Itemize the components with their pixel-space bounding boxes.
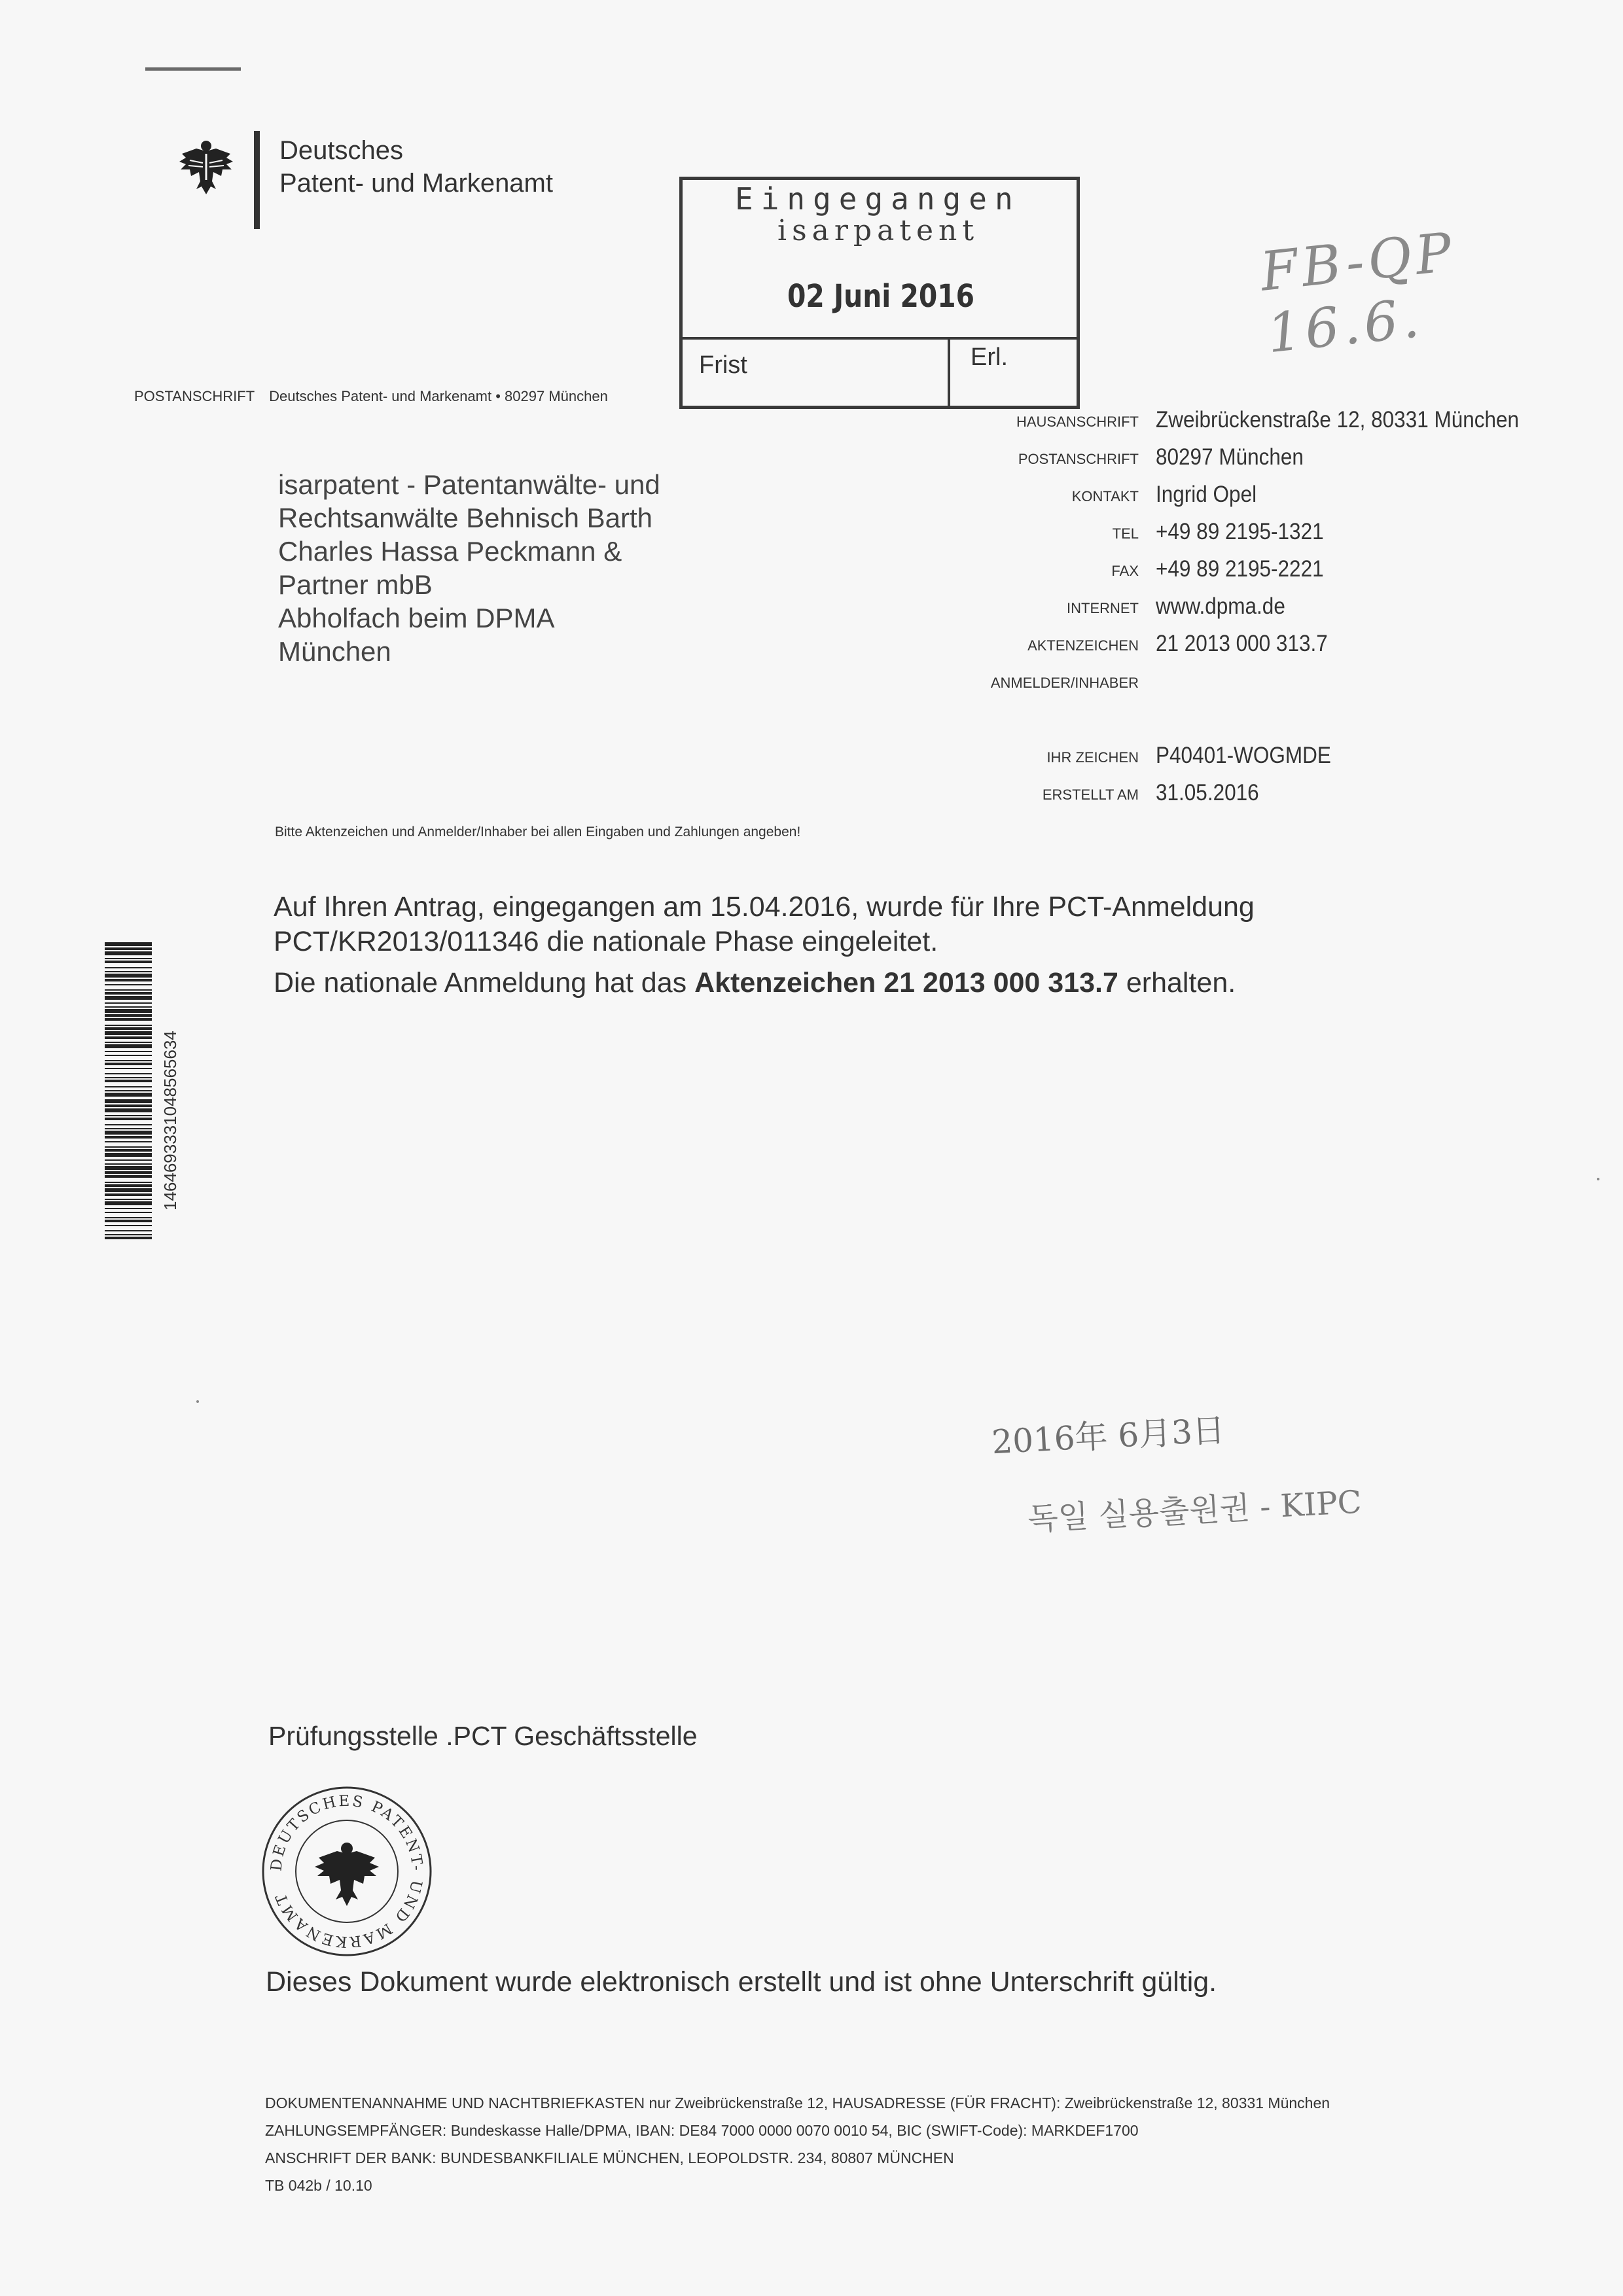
barcode-bar	[105, 1014, 152, 1017]
barcode-bar	[105, 1077, 152, 1078]
barcode-bar	[105, 971, 152, 972]
letter-body	[274, 890, 1255, 1000]
authority-name	[279, 134, 553, 200]
barcode-bar	[105, 1184, 152, 1187]
barcode-bar	[105, 1006, 152, 1008]
recipient-line: München	[278, 636, 391, 667]
info-value: P40401-WOGMDE	[1156, 743, 1331, 768]
barcode-bar	[105, 996, 152, 1000]
barcode	[105, 942, 152, 1243]
svg-text:DEUTSCHES PATENT- UND MARKENAM: DEUTSCHES PATENT- UND MARKENAMT	[268, 1792, 426, 1951]
recipient-line: Partner mbB	[278, 569, 433, 600]
barcode-bar	[105, 1217, 152, 1218]
body-line-2: PCT/KR2013/011346 die nationale Phase eingeleitet.	[274, 926, 938, 957]
handwritten-reference: FB-QP 16.6.	[1257, 221, 1459, 366]
scan-dot	[1597, 1178, 1599, 1180]
footer-line: TB 042b / 10.10	[265, 2177, 372, 2194]
barcode-bar	[105, 1073, 152, 1074]
recipient-address	[278, 468, 660, 668]
stamp-firm: isarpatent	[777, 214, 980, 247]
info-value: +49 89 2195-2221	[1156, 556, 1324, 582]
federal-eagle-icon	[177, 134, 236, 200]
handwritten-korean-note: 독일 실용출원권 - KIPC	[1027, 1483, 1363, 1538]
reference-hint: Bitte Aktenzeichen und Anmelder/Inhaber bei allen Eingaben und Zahlungen angeben!	[275, 824, 801, 839]
barcode-bar	[105, 961, 152, 963]
barcode-bar	[105, 1163, 152, 1165]
info-label: INTERNET	[1067, 600, 1139, 616]
barcode-bar	[105, 967, 152, 968]
barcode-bar	[105, 1080, 152, 1082]
barcode-bar	[105, 1220, 152, 1222]
barcode-bar	[105, 1166, 152, 1170]
scan-mark	[145, 67, 241, 71]
barcode-bar	[105, 1193, 152, 1196]
barcode-bar	[105, 1055, 152, 1056]
stamp-date: 02 Juni 2016	[787, 278, 974, 315]
return-address-text: Deutsches Patent- und Markenamt • 80297 München	[269, 388, 608, 404]
barcode-bar	[105, 1208, 152, 1209]
info-value: 21 2013 000 313.7	[1156, 631, 1328, 656]
info-label: ERSTELLT AM	[1042, 786, 1139, 803]
authority-line1: Deutsches	[279, 136, 403, 165]
barcode-bar	[105, 1018, 152, 1021]
barcode-bar	[105, 1141, 152, 1142]
barcode-bar	[105, 1153, 152, 1157]
barcode-bar	[105, 1031, 152, 1035]
barcode-bar	[105, 1025, 152, 1026]
body-line-1: Auf Ihren Antrag, eingegangen am 15.04.2016, wurde für Ihre PCT-Anmeldung	[274, 891, 1255, 923]
body-line-3	[274, 966, 1255, 1000]
barcode-bar	[105, 979, 152, 981]
barcode-bar	[105, 1182, 152, 1183]
authority-line2: Patent- und Markenamt	[279, 169, 553, 198]
barcode-bar	[105, 1118, 152, 1120]
info-label: KONTAKT	[1071, 488, 1139, 504]
info-label: POSTANSCHRIFT	[1018, 451, 1139, 467]
barcode-bar	[105, 1234, 152, 1235]
barcode-bar	[105, 1146, 152, 1148]
stamp-vertical-divider	[948, 337, 950, 406]
department: Prüfungsstelle .PCT Geschäftsstelle	[268, 1721, 698, 1751]
info-value: 80297 München	[1156, 444, 1304, 470]
info-value: +49 89 2195-1321	[1156, 519, 1324, 544]
barcode-bar	[105, 1068, 152, 1069]
barcode-bar	[105, 1036, 152, 1039]
barcode-bar	[105, 1009, 152, 1013]
barcode-bar	[105, 1044, 152, 1048]
barcode-bar	[105, 1115, 152, 1116]
barcode-bar	[105, 1131, 152, 1135]
barcode-bar	[105, 1136, 152, 1139]
barcode-bar	[105, 989, 152, 991]
barcode-bar	[105, 1090, 152, 1091]
barcode-bar	[105, 1093, 152, 1097]
barcode-bar	[105, 1027, 152, 1030]
handwritten-date: 2016年 6月3日	[990, 1411, 1226, 1462]
barcode-bar	[105, 1104, 152, 1107]
body-line-3-end: erhalten.	[1118, 967, 1236, 998]
info-label: IHR ZEICHEN	[1046, 749, 1139, 766]
barcode-bar	[105, 1201, 152, 1205]
validity-statement: Dieses Dokument wurde elektronisch erstellt und ist ohne Unterschrift gültig.	[266, 1966, 1217, 1998]
stamp-erl-label: Erl.	[971, 344, 1008, 371]
barcode-bar	[105, 951, 152, 955]
info-value: www.dpma.de	[1156, 593, 1285, 619]
file-number-bold: Aktenzeichen 21 2013 000 313.7	[694, 967, 1118, 998]
barcode-bar	[105, 1051, 152, 1052]
info-label: FAX	[1111, 563, 1139, 579]
barcode-bar	[105, 974, 152, 978]
recipient-line: isarpatent - Patentanwälte- und	[278, 469, 660, 500]
barcode-bar	[105, 1188, 152, 1192]
barcode-bar	[105, 1086, 152, 1087]
info-value: Zweibrückenstraße 12, 80331 München	[1156, 407, 1520, 433]
barcode-bar	[105, 1159, 152, 1161]
info-value: 31.05.2016	[1156, 780, 1259, 805]
stamp-title: Eingegangen	[735, 181, 1021, 217]
scan-dot	[196, 1400, 199, 1403]
return-address	[134, 388, 608, 405]
barcode-bar	[105, 1099, 152, 1103]
barcode-bar	[105, 958, 152, 959]
barcode-bar	[105, 984, 152, 985]
barcode-bar	[105, 992, 152, 995]
barcode-bar	[105, 1230, 152, 1231]
stamp-divider	[683, 337, 1077, 340]
barcode-number: 1464693331048565634	[160, 1031, 180, 1210]
return-address-label: POSTANSCHRIFT	[134, 388, 255, 404]
body-line-3-text: Die nationale Anmeldung hat das	[274, 967, 695, 998]
barcode-bar	[105, 1060, 152, 1061]
footer-line: ANSCHRIFT DER BANK: BUNDESBANKFILIALE MÜNCHEN, LEOPOLDSTR. 234, 80807 MÜNCHEN	[265, 2149, 954, 2166]
barcode-bar	[105, 1225, 152, 1226]
recipient-line: Rechtsanwälte Behnisch Barth	[278, 503, 652, 533]
barcode-bar	[105, 1199, 152, 1200]
recipient-line: Abholfach beim DPMA	[278, 603, 555, 633]
barcode-bar	[105, 1171, 152, 1174]
footer	[265, 2089, 1330, 2199]
barcode-bar	[105, 1063, 152, 1065]
barcode-bar	[105, 1175, 152, 1178]
barcode-bar	[105, 1108, 152, 1112]
barcode-bar	[105, 1042, 152, 1043]
barcode-bar	[105, 947, 152, 950]
barcode-bar	[105, 1002, 152, 1004]
info-label: HAUSANSCHRIFT	[1016, 414, 1139, 430]
info-value: Ingrid Opel	[1156, 482, 1257, 507]
info-label: AKTENZEICHEN	[1027, 637, 1139, 654]
barcode-bar	[105, 1237, 152, 1239]
footer-line: ZAHLUNGSEMPFÄNGER: Bundeskasse Halle/DPMA, IBAN: DE84 7000 0000 0070 0010 54, BIC (SWIFT-Code): MARKDEF1700	[265, 2122, 1139, 2139]
info-label: ANMELDER/INHABER	[990, 675, 1139, 691]
logo-divider	[254, 131, 260, 229]
recipient-line: Charles Hassa Peckmann &	[278, 536, 622, 567]
barcode-bar	[105, 1149, 152, 1152]
info-label: TEL	[1112, 525, 1139, 542]
barcode-bar	[105, 1128, 152, 1129]
barcode-bar	[105, 1124, 152, 1125]
received-stamp	[679, 177, 1080, 409]
official-seal-icon	[259, 1783, 435, 1960]
footer-line: DOKUMENTENANNAHME UND NACHTBRIEFKASTEN nur Zweibrückenstraße 12, HAUSADRESSE (FÜR FRACHT): Zweibrückenstraße 12, 80331 München	[265, 2094, 1330, 2111]
stamp-frist-label: Frist	[699, 351, 747, 379]
barcode-bar	[105, 1212, 152, 1213]
barcode-bar	[105, 942, 152, 946]
